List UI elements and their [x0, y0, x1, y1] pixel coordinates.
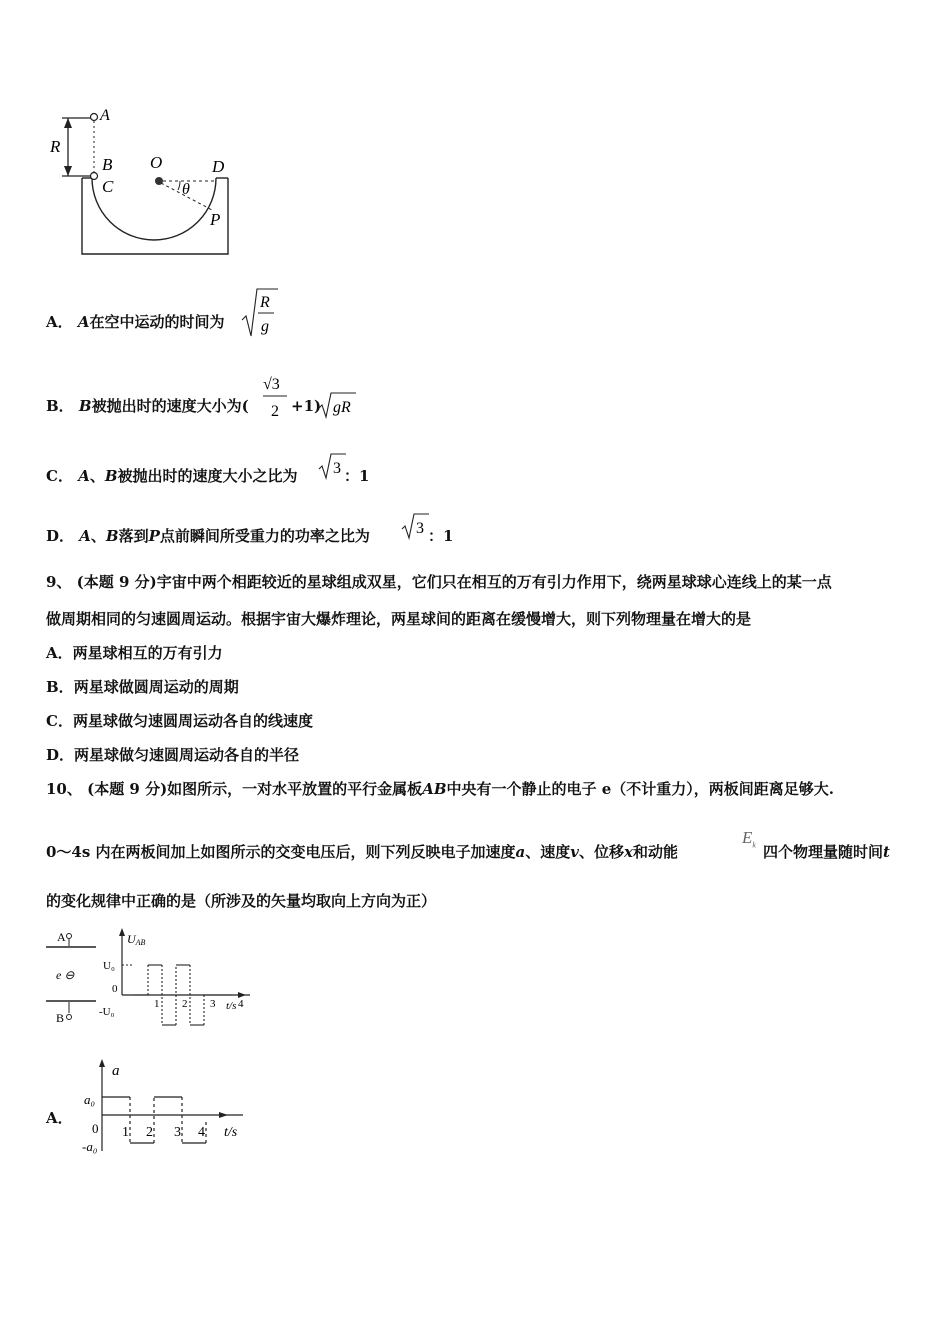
u-axis-label: UAB — [127, 932, 146, 947]
sqrt-3-d — [401, 512, 431, 542]
origin-label: 0 — [112, 983, 118, 995]
a-tick-1: 1 — [122, 1125, 129, 1140]
sqrt-gr-content: gR — [333, 399, 351, 416]
fraction-sqrt3-over-2 — [260, 372, 290, 422]
q10-stem-line2-tail: 四个物理量随时间t — [763, 843, 890, 861]
a-tick-3: 3 — [174, 1125, 181, 1140]
q10-option-a: A． — [46, 1109, 73, 1127]
q8-option-b-tail: +1) — [291, 397, 322, 415]
q8-option-c-ratio: ：1 — [344, 467, 370, 485]
q9-stem-line2: 做周期相同的匀速圆周运动。根据宇宙大爆炸理论，两星球间的距离在缓慢增大，则下列物理量在增大的是 — [46, 610, 752, 628]
sqrt-numerator: R — [260, 294, 270, 311]
q10-stem-line1: 10、 (本题 9 分)如图所示，一对水平放置的平行金属板AB中央有一个静止的电子 e（不计重力），两板间距离足够大. — [46, 780, 835, 798]
neg-a0-label: -a₀ — [82, 1139, 98, 1154]
acceleration-graph — [78, 1055, 248, 1161]
frac-numerator: √3 — [263, 376, 280, 393]
sqrt-gr — [318, 391, 358, 421]
a-tick-2: 2 — [146, 1125, 153, 1140]
u-tick-2: 2 — [182, 998, 188, 1010]
u-tick-3: 3 — [210, 998, 216, 1010]
plate-b-label: B — [56, 1011, 65, 1025]
q9-option-d: D．两星球做匀速圆周运动各自的半径 — [46, 746, 300, 764]
a0-label: a₀ — [84, 1092, 96, 1107]
q9-option-a: A．两星球相互的万有引力 — [46, 644, 223, 662]
kinetic-energy-symbol: $E_k$ — [742, 828, 756, 850]
label-B: B — [102, 155, 113, 174]
sqrt-r-over-g — [240, 286, 280, 342]
u-tick-4: 4 — [238, 998, 244, 1010]
u-t-label: t/s — [226, 1000, 237, 1012]
frac-denominator: 2 — [271, 403, 279, 420]
plate-a-label: A — [57, 930, 66, 944]
voltage-figure — [40, 925, 250, 1029]
q8-option-a: A． A在空中运动的时间为 — [46, 313, 225, 331]
a-axis-label: a — [112, 1063, 120, 1079]
label-O: O — [150, 153, 163, 172]
a-t-label: t/s — [224, 1125, 238, 1140]
q10-stem-line2: 0～4s 内在两板间加上如图所示的交变电压后，则下列反映电子加速度a、速度v、位移x和动能 — [46, 843, 678, 861]
label-D: D — [212, 157, 225, 176]
q8-option-b: B． B被抛出时的速度大小为( — [46, 397, 249, 415]
label-R: R — [50, 137, 61, 156]
label-C: C — [102, 177, 114, 196]
u0-label: U₀ — [103, 960, 115, 972]
q10-stem-line3: 的变化规律中正确的是（所涉及的矢量均取向上方向为正） — [46, 892, 437, 910]
q9-option-b: B．两星球做圆周运动的周期 — [46, 678, 239, 696]
u-tick-1: 1 — [154, 998, 160, 1010]
sqrt-3-c-content: 3 — [333, 460, 341, 477]
q8-option-c: C． A、B被抛出时的速度大小之比为 — [46, 467, 298, 485]
a-origin-label: 0 — [92, 1121, 99, 1136]
electron-label: e ⊖ — [56, 968, 75, 982]
a-square-wave — [102, 1097, 206, 1143]
q9-stem-line1: 9、 (本题 9 分)宇宙中两个相距较近的星球组成双星，它们只在相互的万有引力作用下，绕两星球球心连线上的某一点 — [46, 573, 832, 591]
sqrt-denominator: g — [261, 318, 269, 335]
label-A: A — [100, 107, 110, 124]
sqrt-3-d-content: 3 — [416, 520, 424, 537]
label-P: P — [210, 210, 221, 229]
q8-option-d-ratio: ：1 — [428, 527, 454, 545]
a-tick-4: 4 — [198, 1125, 205, 1140]
neg-u0-label: -U₀ — [99, 1006, 115, 1018]
label-theta: θ — [182, 181, 190, 198]
q9-option-c: C．两星球做匀速圆周运动各自的线速度 — [46, 712, 313, 730]
q8-option-d: D． A、B落到P点前瞬间所受重力的功率之比为 — [46, 527, 370, 545]
track-figure — [40, 100, 240, 260]
